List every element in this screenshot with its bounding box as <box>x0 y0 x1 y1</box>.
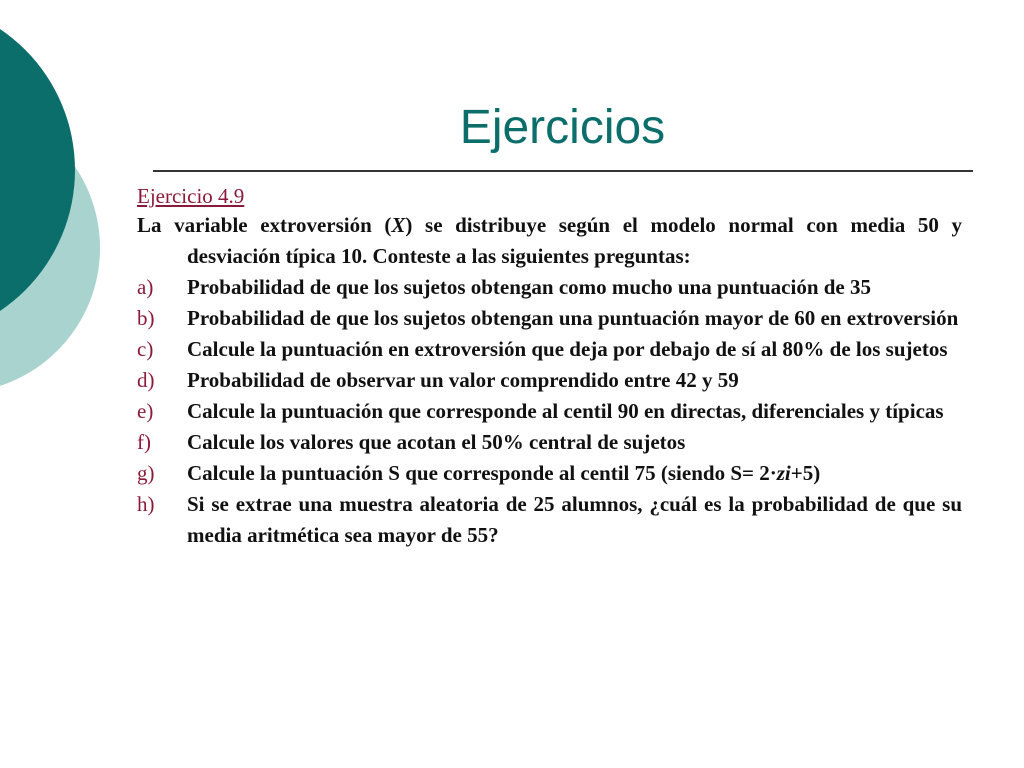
intro-text-start: La variable extroversión ( <box>137 213 392 237</box>
variable-x: X <box>391 213 406 237</box>
list-item-b <box>137 303 962 334</box>
list-marker: e) <box>137 399 154 423</box>
list-item-text: Probabilidad de que los sujetos obtengan como mucho una puntuación de 35 <box>187 275 871 299</box>
list-item-h <box>137 489 962 551</box>
list-item-e <box>137 396 962 427</box>
list-marker: c) <box>137 337 154 361</box>
list-marker: h) <box>137 492 155 516</box>
list-item-d <box>137 365 962 396</box>
list-item-text: Calcule los valores que acotan el 50% central de sujetos <box>187 430 686 454</box>
intro-text-end: ) se distribuye según el modelo normal con media 50 y desviación típica 10. Conteste a las siguientes preguntas: <box>187 213 962 268</box>
list-marker: d) <box>137 368 155 392</box>
title-container <box>150 98 975 158</box>
list-item-a <box>137 272 962 303</box>
list-item-g <box>137 458 962 489</box>
list-marker: b) <box>137 306 155 330</box>
list-item-c <box>137 334 962 365</box>
list-item-text: Probabilidad de observar un valor comprendido entre 42 y 59 <box>187 368 739 392</box>
intro-paragraph <box>137 210 962 272</box>
list-marker: a) <box>137 275 154 299</box>
item-g-text-start: Calcule la puntuación S que corresponde al centil 75 (siendo S= 2· <box>187 461 777 485</box>
list-item-text: Probabilidad de que los sujetos obtengan una puntuación mayor de 60 en extroversión <box>187 306 959 330</box>
item-g-italic-zi: zi <box>776 461 791 485</box>
list-item-text: Calcule la puntuación en extroversión que deja por debajo de sí al 80% de los sujetos <box>187 337 948 361</box>
list-item-f <box>137 427 962 458</box>
list-marker: f) <box>137 430 151 454</box>
list-item-text: Si se extrae una muestra aleatoria de 25 alumnos, ¿cuál es la probabilidad de que su media aritmética sea mayor de 55? <box>187 492 962 547</box>
list-item-text: Calcule la puntuación que corresponde al centil 90 en directas, diferenciales y típicas <box>187 399 944 423</box>
list-item-text <box>187 461 820 485</box>
list-marker: g) <box>137 461 155 485</box>
exercise-heading: Ejercicio 4.9 <box>137 184 245 208</box>
slide-title: Ejercicios <box>459 101 666 154</box>
decorative-circles <box>0 0 110 420</box>
slide-body <box>137 182 962 551</box>
title-divider <box>153 170 973 172</box>
item-g-text-end: +5) <box>790 461 821 485</box>
